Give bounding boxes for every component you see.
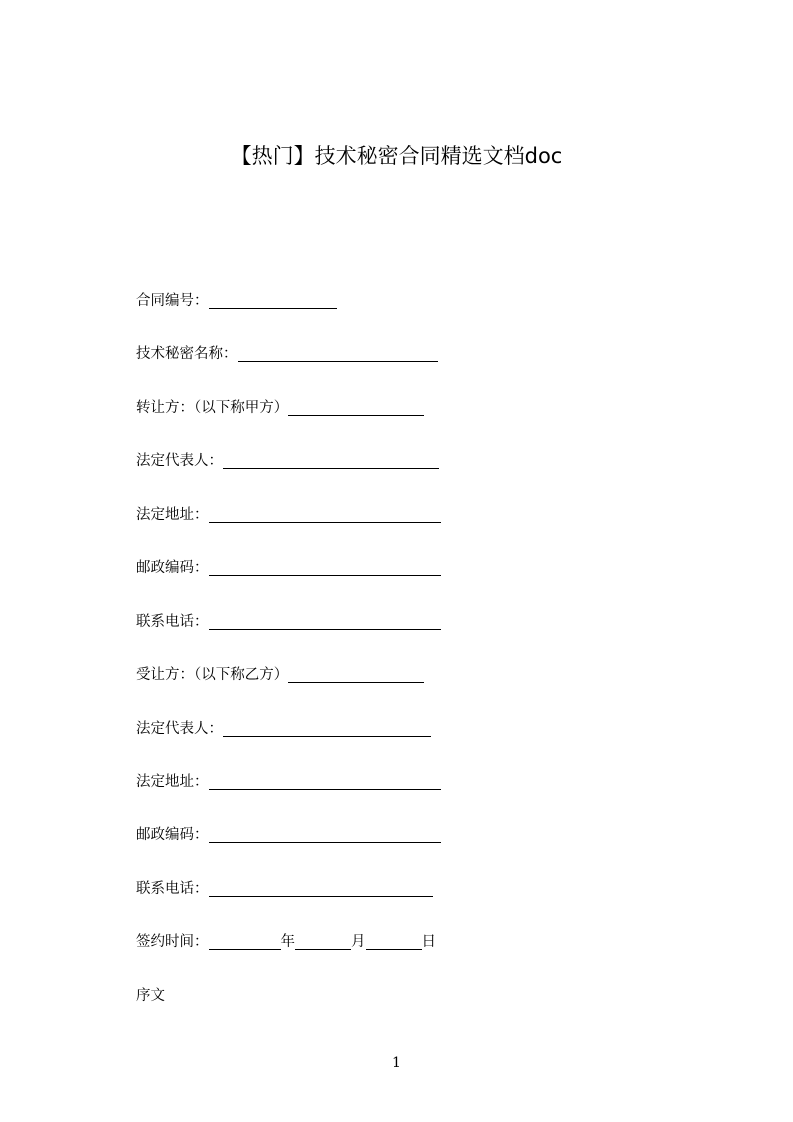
- party-b-address-blank[interactable]: [209, 774, 441, 790]
- party-a-phone-blank[interactable]: [209, 614, 441, 630]
- year-label: 年: [280, 934, 295, 950]
- document-title: 【热门】技术秘密合同精选文档doc: [230, 144, 563, 168]
- party-b-address-field: [136, 772, 441, 792]
- party-a-postcode-blank[interactable]: [209, 560, 441, 576]
- year-blank[interactable]: [209, 934, 281, 950]
- party-b-representative-blank[interactable]: [223, 721, 431, 737]
- party-a-address-field: [136, 505, 441, 525]
- secret-name-blank[interactable]: [238, 346, 438, 362]
- party-a-representative-field: [136, 451, 439, 471]
- party-a-postcode-field: [136, 558, 441, 578]
- field-label: 法定地址：: [136, 774, 209, 790]
- transferee-field: [136, 665, 424, 685]
- day-label: 日: [421, 934, 436, 950]
- party-b-phone-field: [136, 879, 433, 899]
- day-blank[interactable]: [366, 934, 422, 950]
- field-label: 合同编号：: [136, 293, 209, 309]
- field-label: 邮政编码：: [136, 827, 209, 843]
- transferee-blank[interactable]: [288, 667, 424, 683]
- field-label: 联系电话：: [136, 614, 209, 630]
- sign-date-field: [136, 932, 436, 952]
- month-blank[interactable]: [295, 934, 351, 950]
- field-label: 受让方：（以下称乙方）: [136, 667, 289, 683]
- contract-number-blank[interactable]: [209, 293, 337, 309]
- field-label: 法定代表人：: [136, 721, 223, 737]
- party-a-representative-blank[interactable]: [223, 453, 439, 469]
- sign-date-label: 签约时间：: [136, 934, 209, 950]
- party-b-postcode-blank[interactable]: [209, 827, 441, 843]
- party-b-postcode-field: [136, 825, 441, 845]
- transferor-field: [136, 398, 424, 418]
- contract-number-field: [136, 291, 337, 311]
- field-label: 联系电话：: [136, 881, 209, 897]
- month-label: 月: [351, 934, 366, 950]
- preamble-heading: 序文: [136, 988, 165, 1004]
- field-label: 邮政编码：: [136, 560, 209, 576]
- transferor-blank[interactable]: [288, 400, 424, 416]
- field-label: 技术秘密名称：: [136, 346, 238, 362]
- party-a-phone-field: [136, 612, 441, 632]
- page-number: 1: [392, 1055, 401, 1071]
- field-label: 法定地址：: [136, 507, 209, 523]
- party-b-representative-field: [136, 719, 431, 739]
- party-a-address-blank[interactable]: [209, 507, 441, 523]
- party-b-phone-blank[interactable]: [209, 881, 433, 897]
- field-label: 法定代表人：: [136, 453, 223, 469]
- field-label: 转让方：（以下称甲方）: [136, 400, 289, 416]
- secret-name-field: [136, 344, 438, 364]
